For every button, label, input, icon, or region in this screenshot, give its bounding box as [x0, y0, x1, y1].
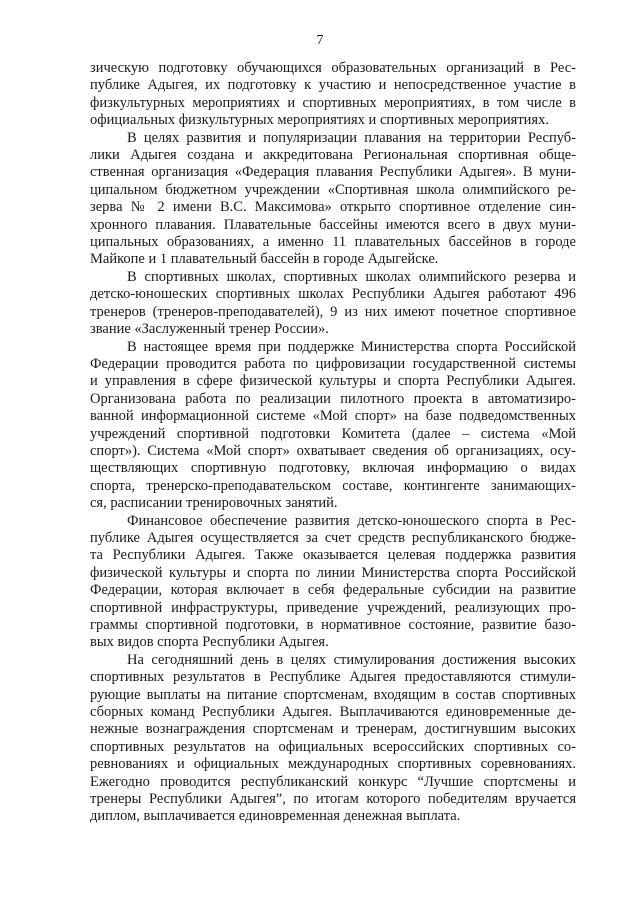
text-line: ципальном бюджетном учреждении «Спортивная школа олимпийского ре- — [90, 181, 576, 198]
text-line: Организована работа по реализации пилотного проекта в автоматизиро- — [90, 390, 576, 407]
text-line: официальных физкультурных мероприятиях и спортивных мероприятиях. — [90, 112, 549, 129]
text-line: лики Адыгея создана и аккредитована Региональная спортивная обще- — [90, 147, 576, 164]
paragraph — [90, 60, 576, 130]
text-line: рующие выплаты на питание спортсменам, входящим в состав спортивных — [90, 686, 576, 703]
text-line: спортивной инфраструктуры, приведение учреждений, реализующих про- — [90, 599, 576, 616]
text-line: публике Адыгея осуществляется за счет средств республиканского бюдже- — [90, 529, 576, 546]
text-line: ществляющих спортивную подготовку, включая информацию о видах — [90, 460, 576, 477]
text-line: зерва № 2 имени В.С. Максимова» открыто спортивное отделение син- — [90, 199, 576, 216]
text-line: тренеры Республики Адыгея”, по итогам которого победителям вручается — [90, 791, 576, 808]
text-line: сборных команд Республики Адыгея. Выплачиваются единовременные де- — [90, 704, 576, 721]
paragraph — [90, 652, 576, 826]
text-line: вых видов спорта Республики Адыгея. — [90, 634, 329, 651]
text-line: граммы спортивной подготовки, в нормативное состояние, развитие базо- — [90, 617, 576, 633]
text-line: Ежегодно проводится республиканский конкурс “Лучшие спортсмены и — [90, 773, 576, 790]
paragraph — [90, 269, 576, 339]
document-body — [90, 60, 576, 826]
text-line: Федерации, которая включает в себя федеральные субсидии на развитие — [90, 582, 576, 599]
text-line: звание «Заслуженный тренер России». — [90, 321, 329, 338]
text-line: спортивных результатов в Республике Адыгея предоставляются стимули- — [90, 669, 576, 686]
text-line: та Республики Адыгея. Также оказывается целевая поддержка развития — [90, 547, 576, 564]
text-line: В спортивных школах, спортивных школах олимпийского резерва и — [127, 268, 576, 285]
text-line: В целях развития и популяризации плавания на территории Респуб- — [127, 129, 576, 146]
text-line: зическую подготовку обучающихся образовательных организаций в Рес- — [90, 60, 576, 76]
text-line: спортивных результатов на официальных всероссийских спортивных со- — [90, 738, 576, 755]
text-line: детско-юношеских спортивных школах Республики Адыгея работают 496 — [90, 286, 576, 303]
text-line: диплом, выплачивается единовременная денежная выплата. — [90, 808, 461, 825]
text-line: ципальных образованиях, а именно 11 плавательных бассейнов в городе — [90, 234, 576, 251]
text-line: ревнованиях и официальных международных спортивных соревнованиях. — [90, 756, 576, 773]
page-number: 7 — [316, 33, 324, 48]
text-line: В настоящее время при поддержке Министерства спорта Российской — [127, 338, 576, 355]
paragraph — [90, 513, 576, 652]
text-line: учреждений спортивной подготовки Комитета (далее – система «Мой — [90, 425, 576, 442]
text-line: Федерации проводится работа по цифровизации государственной системы — [90, 355, 576, 372]
paragraph — [90, 130, 576, 269]
text-line: физкультурных мероприятиях и спортивных мероприятиях, в том числе в — [90, 94, 576, 111]
text-line: нежные вознаграждения спортсменам и тренерам, достигнувшим высоких — [90, 721, 576, 738]
text-line: спорт»). Система «Мой спорт» охватывает сведения об организациях, осу- — [90, 442, 576, 459]
text-line: тренеров (тренеров-преподавателей), 9 из них имеют почетное спортивное — [90, 303, 576, 320]
text-line: Майкопе и 1 плавательный бассейн в городе Адыгейске. — [90, 251, 439, 268]
text-line: ся, расписании тренировочных занятий. — [90, 495, 338, 512]
text-line: хронного плавания. Плавательные бассейны имеются всего в двух муни- — [90, 216, 576, 233]
text-line: На сегодняшний день в целях стимулирования достижения высоких — [127, 651, 576, 668]
text-line: ванной информационной системе «Мой спорт» на базе подведомственных — [90, 408, 576, 425]
paragraph — [90, 339, 576, 513]
text-line: спорта, тренерско-преподавательском составе, контингенте занимающих- — [90, 477, 576, 494]
text-line: физической культуры и спорта по линии Министерства спорта Российской — [90, 564, 576, 581]
text-line: и управления в сфере физической культуры и спорта Республики Адыгея. — [90, 373, 576, 390]
text-line: Финансовое обеспечение развития детско-юношеского спорта в Рес- — [127, 512, 576, 529]
text-line: ственная организация «Федерация плавания Республики Адыгея». В муни- — [90, 164, 576, 181]
text-line: публике Адыгея, их подготовку к участию и непосредственное участие в — [90, 77, 576, 94]
